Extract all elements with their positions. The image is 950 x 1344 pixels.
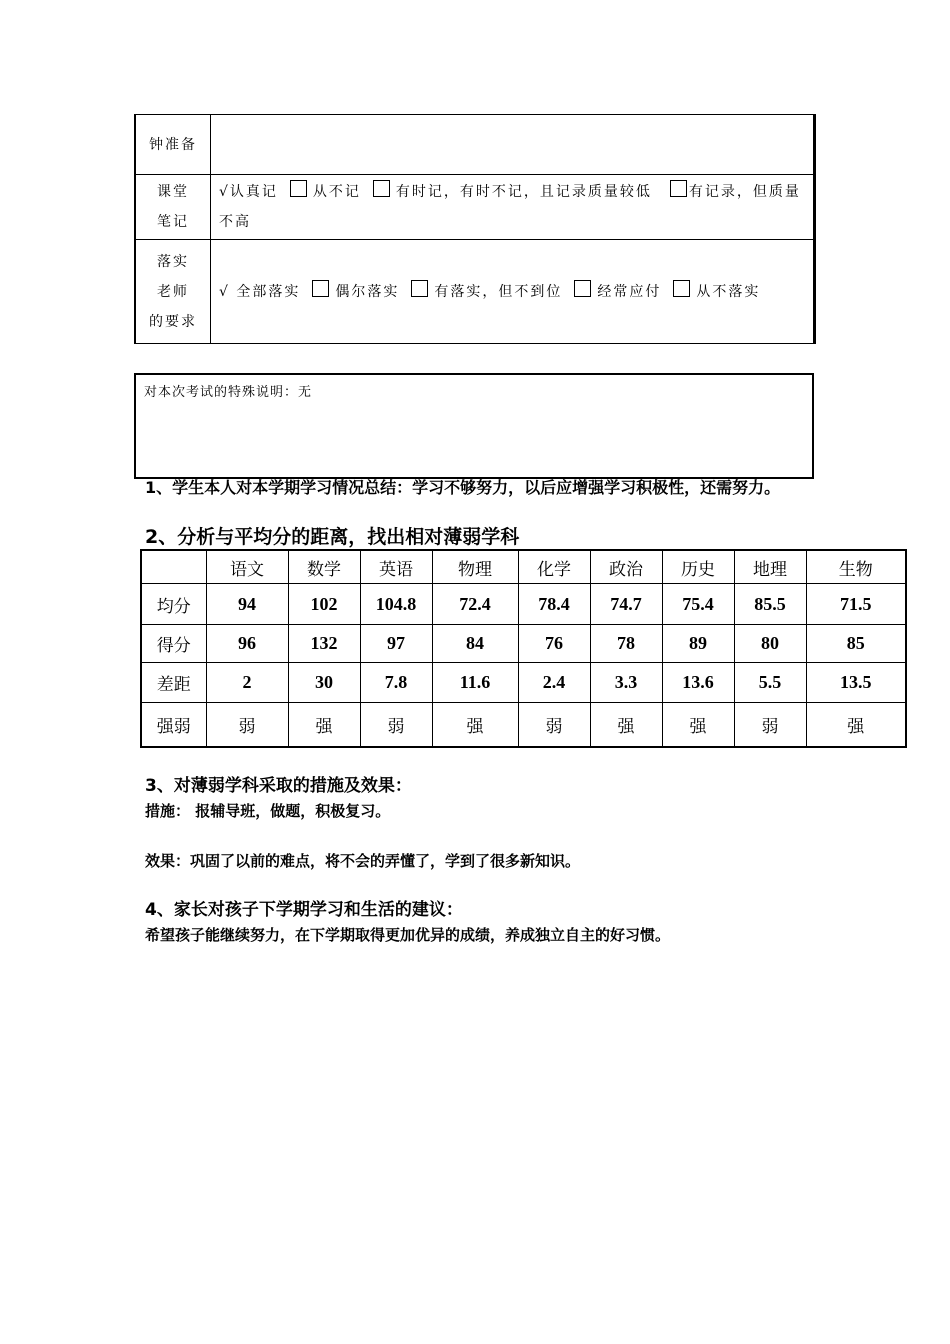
subject-header: 英语 [360, 550, 432, 584]
header-corner-cell [141, 550, 206, 584]
subject-header: 历史 [662, 550, 734, 584]
parent-suggestion-text: 希望孩子能继续努力，在下学期取得更加优异的成绩，养成独立自主的好习惯。 [145, 926, 671, 944]
eval-row-requirements [135, 240, 815, 344]
table-cell: 97 [360, 625, 432, 663]
option-text: 有落实，但不到位 [434, 283, 563, 300]
table-cell: 11.6 [432, 663, 518, 703]
table-cell: 76 [518, 625, 590, 663]
table-cell: 2 [206, 663, 288, 703]
score-row-average [141, 584, 906, 625]
score-row-strength [141, 703, 906, 747]
eval-row-options [211, 175, 815, 240]
eval-row-options [211, 240, 815, 344]
self-summary: 1、学生本人对本学期学习情况总结：学习不够努力，以后应增强学习积极性，还需努力。 [145, 478, 781, 497]
row-label: 得分 [141, 625, 206, 663]
table-cell: 78.4 [518, 584, 590, 625]
table-cell: 30 [288, 663, 360, 703]
subject-header: 政治 [590, 550, 662, 584]
subject-header: 化学 [518, 550, 590, 584]
option-text: 从不落实 [696, 283, 761, 300]
table-cell: 85.5 [734, 584, 806, 625]
option-text: 经常应付 [597, 283, 662, 300]
table-cell: 94 [206, 584, 288, 625]
special-note-box [134, 373, 814, 479]
table-cell: 71.5 [806, 584, 906, 625]
table-cell: 弱 [518, 703, 590, 747]
table-cell: 78 [590, 625, 662, 663]
table-cell: 104.8 [360, 584, 432, 625]
subject-header: 生物 [806, 550, 906, 584]
table-cell: 74.7 [590, 584, 662, 625]
special-note-text: 对本次考试的特殊说明：无 [144, 385, 313, 400]
table-cell: 96 [206, 625, 288, 663]
eval-row-preparation [135, 115, 815, 175]
row-label: 强弱 [141, 703, 206, 747]
section3-title: 3、对薄弱学科采取的措施及效果： [145, 776, 412, 796]
score-header-row [141, 550, 906, 584]
table-cell: 89 [662, 625, 734, 663]
checkbox[interactable] [312, 280, 329, 297]
option-text: 有时记，有时不记，且记录质量较低 [395, 184, 652, 200]
option-text: 从不记 [312, 184, 361, 200]
checkbox[interactable] [670, 180, 687, 197]
option-text: 偶尔落实 [335, 283, 400, 300]
section2-title: 2、分析与平均分的距离，找出相对薄弱学科 [145, 526, 520, 548]
checkbox[interactable] [574, 280, 591, 297]
checkbox[interactable] [673, 280, 690, 297]
table-cell: 72.4 [432, 584, 518, 625]
row-label: 差距 [141, 663, 206, 703]
table-cell: 102 [288, 584, 360, 625]
evaluation-table [134, 114, 816, 344]
table-cell: 5.5 [734, 663, 806, 703]
checkbox[interactable] [290, 180, 307, 197]
table-cell: 80 [734, 625, 806, 663]
table-cell: 强 [590, 703, 662, 747]
score-table [140, 549, 907, 748]
table-cell: 13.6 [662, 663, 734, 703]
score-row-score [141, 625, 906, 663]
table-cell: 85 [806, 625, 906, 663]
table-cell: 强 [806, 703, 906, 747]
score-row-gap [141, 663, 906, 703]
subject-header: 物理 [432, 550, 518, 584]
effect-text: 效果：巩固了以前的难点，将不会的弄懂了，学到了很多新知识。 [145, 852, 581, 870]
table-cell: 弱 [734, 703, 806, 747]
table-cell: 84 [432, 625, 518, 663]
table-cell: 132 [288, 625, 360, 663]
table-cell: 7.8 [360, 663, 432, 703]
eval-row-label: 钟准备 [135, 115, 211, 175]
eval-row-label: 落实 老师 的要求 [135, 240, 211, 344]
option-text: √ 全部落实 [219, 283, 301, 300]
subject-header: 语文 [206, 550, 288, 584]
checkbox[interactable] [411, 280, 428, 297]
table-cell: 13.5 [806, 663, 906, 703]
table-cell: 弱 [206, 703, 288, 747]
table-cell: 75.4 [662, 584, 734, 625]
eval-row-content [211, 115, 815, 175]
subject-header: 地理 [734, 550, 806, 584]
table-cell: 3.3 [590, 663, 662, 703]
table-cell: 强 [662, 703, 734, 747]
eval-row-notes [135, 175, 815, 240]
subject-header: 数学 [288, 550, 360, 584]
eval-row-label: 课堂 笔记 [135, 175, 211, 240]
option-text: √认真记 [219, 184, 278, 200]
table-cell: 强 [288, 703, 360, 747]
option-text: 有记录，但质量不高 [219, 184, 801, 230]
section4-title: 4、家长对孩子下学期学习和生活的建议： [145, 900, 463, 920]
table-cell: 2.4 [518, 663, 590, 703]
row-label: 均分 [141, 584, 206, 625]
checkbox[interactable] [373, 180, 390, 197]
table-cell: 强 [432, 703, 518, 747]
table-cell: 弱 [360, 703, 432, 747]
measures-text: 措施： 报辅导班，做题，积极复习。 [145, 802, 391, 820]
